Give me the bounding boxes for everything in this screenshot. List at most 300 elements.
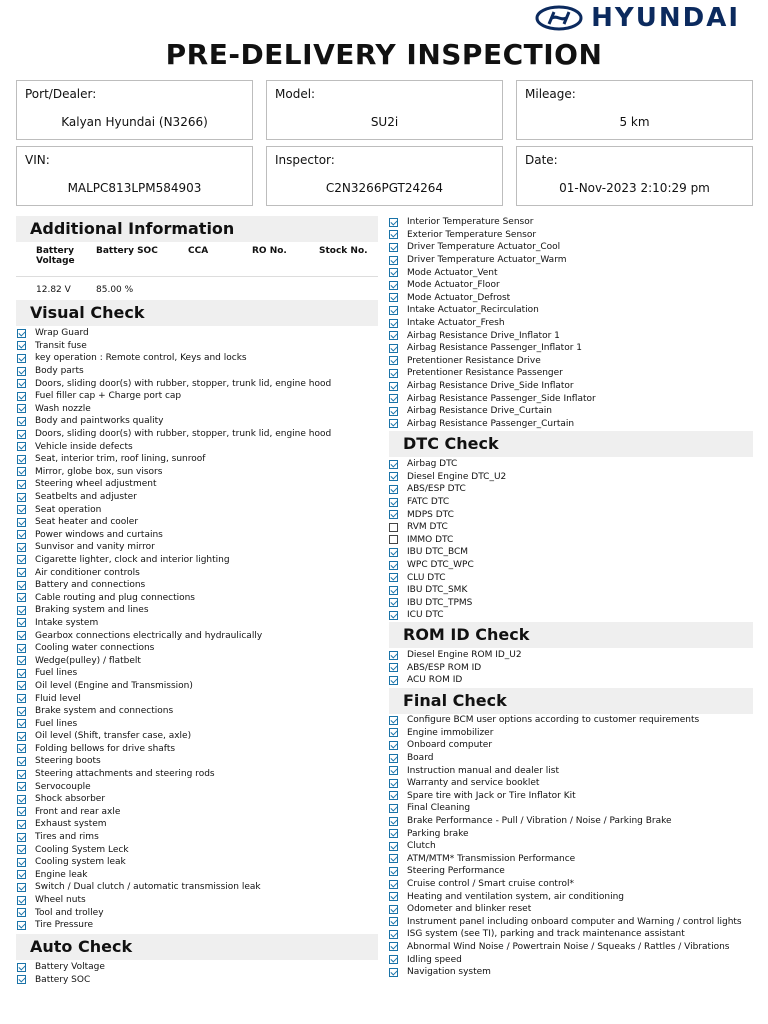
- checklist-item: [389, 380, 596, 393]
- checkbox-checked-icon[interactable]: [389, 331, 398, 340]
- checkbox-checked-icon[interactable]: [389, 344, 398, 353]
- checklist-item-label: Warranty and service booklet: [407, 778, 540, 789]
- checklist-item: [389, 597, 506, 610]
- checklist-item-label: Intake Actuator_Recirculation: [407, 305, 539, 316]
- checkbox-checked-icon[interactable]: [17, 656, 26, 665]
- checklist-item-label: Steering Performance: [407, 866, 505, 877]
- checklist-item-label: Sunvisor and vanity mirror: [35, 542, 155, 553]
- checkbox-checked-icon[interactable]: [389, 407, 398, 416]
- checkbox-checked-icon[interactable]: [389, 676, 398, 685]
- checklist-item-label: Seat heater and cooler: [35, 517, 139, 528]
- checkbox-checked-icon[interactable]: [17, 480, 26, 489]
- checklist-item: [389, 662, 522, 675]
- checklist-item: [389, 483, 506, 496]
- checklist-item: [389, 890, 742, 903]
- checklist-item-label: Driver Temperature Actuator_Warm: [407, 255, 567, 266]
- checklist-item: [389, 317, 596, 330]
- checklist-item-label: Navigation system: [407, 967, 491, 978]
- vin-value: MALPC813LPM584903: [67, 181, 202, 195]
- checklist-item: [17, 793, 331, 806]
- checkbox-checked-icon[interactable]: [17, 530, 26, 539]
- checkbox-checked-icon[interactable]: [389, 842, 398, 851]
- checkbox-checked-icon[interactable]: [17, 442, 26, 451]
- checkbox-checked-icon[interactable]: [17, 921, 26, 930]
- checkbox-checked-icon[interactable]: [17, 618, 26, 627]
- checkbox-checked-icon[interactable]: [389, 586, 398, 595]
- checkbox-checked-icon[interactable]: [17, 555, 26, 564]
- checkbox-checked-icon[interactable]: [17, 417, 26, 426]
- checklist-item-label: Intake Actuator_Fresh: [407, 318, 505, 329]
- checklist-item: [17, 755, 331, 768]
- checklist-item: [389, 953, 742, 966]
- checkbox-checked-icon[interactable]: [17, 975, 26, 984]
- checkbox-checked-icon[interactable]: [17, 795, 26, 804]
- checklist-item: [17, 340, 331, 353]
- model-label: Model:: [275, 87, 316, 101]
- checklist-item: [389, 279, 596, 292]
- model-value: SU2i: [370, 115, 399, 129]
- checkbox-checked-icon[interactable]: [17, 430, 26, 439]
- checklist-item: [389, 229, 596, 242]
- checkbox-checked-icon[interactable]: [389, 243, 398, 252]
- checklist-item-label: Engine leak: [35, 869, 88, 880]
- section-additional-information: Additional Information: [16, 216, 378, 242]
- checklist-item: [389, 254, 596, 267]
- vin-box: [16, 146, 253, 206]
- checklist-item: [389, 840, 742, 853]
- checklist-item: [17, 566, 331, 579]
- checklist-item-label: Clutch: [407, 841, 436, 852]
- additional-info-values: [16, 285, 378, 295]
- checklist-item: [389, 941, 742, 954]
- checklist-item: [17, 768, 331, 781]
- checklist-item: [389, 727, 742, 740]
- checklist-item-label: Wash nozzle: [35, 403, 91, 414]
- checklist-item: [389, 355, 596, 368]
- checklist-item-label: Body and paintworks quality: [35, 416, 164, 427]
- checklist-item-label: Airbag DTC: [407, 459, 458, 470]
- checklist-item-label: key operation : Remote control, Keys and locks: [35, 353, 247, 364]
- checklist-item-label: Exterior Temperature Sensor: [407, 229, 537, 240]
- checklist-item-label: Wrap Guard: [35, 328, 89, 339]
- checklist-item-label: Oil level (Shift, transfer case, axle): [35, 731, 192, 742]
- checklist-item-label: Engine immobilizer: [407, 727, 494, 738]
- checklist-item: [389, 853, 742, 866]
- checkbox-checked-icon[interactable]: [17, 694, 26, 703]
- inspector-box: [266, 146, 503, 206]
- checklist-item-label: Fuel lines: [35, 668, 78, 679]
- checklist-item: [389, 521, 506, 534]
- checkbox-checked-icon[interactable]: [17, 606, 26, 615]
- checkbox-checked-icon[interactable]: [389, 766, 398, 775]
- checkbox-unchecked-icon[interactable]: [389, 523, 398, 532]
- checklist-item: [17, 843, 331, 856]
- checklist-item-label: Spare tire with Jack or Tire Inflator Kit: [407, 790, 576, 801]
- checkbox-checked-icon[interactable]: [17, 807, 26, 816]
- mileage-value: 5 km: [619, 115, 650, 129]
- checkbox-checked-icon[interactable]: [17, 404, 26, 413]
- checkbox-checked-icon[interactable]: [389, 281, 398, 290]
- checklist-item-label: Doors, sliding door(s) with rubber, stopper, trunk lid, engine hood: [35, 378, 332, 389]
- checklist-item: [17, 780, 331, 793]
- checkbox-checked-icon[interactable]: [389, 917, 398, 926]
- checklist-item: [17, 856, 331, 869]
- checklist-item-label: Airbag Resistance Drive_Inflator 1: [407, 330, 560, 341]
- checkbox-checked-icon[interactable]: [17, 644, 26, 653]
- checklist-item: [17, 529, 331, 542]
- checklist-item-label: Mode Actuator_Defrost: [407, 292, 511, 303]
- checkbox-checked-icon[interactable]: [389, 611, 398, 620]
- checklist-item: [17, 629, 331, 642]
- checklist-item: [389, 292, 596, 305]
- checklist-item-label: Tire Pressure: [35, 920, 94, 931]
- checklist-item-label: Mode Actuator_Vent: [407, 267, 498, 278]
- checklist-item: [17, 579, 331, 592]
- checkbox-checked-icon[interactable]: [389, 892, 398, 901]
- checklist-item-label: Mirror, globe box, sun visors: [35, 466, 163, 477]
- checkbox-checked-icon[interactable]: [17, 518, 26, 527]
- checkbox-checked-icon[interactable]: [389, 651, 398, 660]
- checklist-item: [17, 503, 331, 516]
- checkbox-checked-icon[interactable]: [389, 498, 398, 507]
- visual-check-list: [17, 327, 331, 932]
- checkbox-checked-icon[interactable]: [389, 942, 398, 951]
- checklist-item-label: ATM/MTM* Transmission Performance: [407, 853, 576, 864]
- checklist-item: [389, 916, 742, 929]
- checkbox-checked-icon[interactable]: [389, 955, 398, 964]
- checklist-item: [17, 818, 331, 831]
- mileage-box: [516, 80, 753, 140]
- checklist-item-label: Airbag Resistance Drive_Side Inflator: [407, 381, 574, 392]
- checklist-item-label: Servocouple: [35, 781, 91, 792]
- checklist-item-label: Cigarette lighter, clock and interior lighting: [35, 554, 230, 565]
- checklist-item-label: IBU DTC_SMK: [407, 585, 468, 596]
- header-cca: CCA: [188, 246, 209, 256]
- checkbox-checked-icon[interactable]: [17, 744, 26, 753]
- checklist-item: [17, 717, 331, 730]
- section-visual-check: Visual Check: [16, 300, 378, 326]
- checklist-item-label: Final Cleaning: [407, 803, 471, 814]
- checklist-item: [389, 471, 506, 484]
- hyundai-logo: [535, 4, 740, 32]
- checkbox-checked-icon[interactable]: [389, 791, 398, 800]
- page-title: PRE-DELIVERY INSPECTION: [165, 38, 603, 71]
- checklist-item: [389, 584, 506, 597]
- checkbox-checked-icon[interactable]: [389, 548, 398, 557]
- checklist-item: [17, 403, 331, 416]
- checklist-item: [389, 777, 742, 790]
- checklist-item: [17, 617, 331, 630]
- checklist-item: [17, 541, 331, 554]
- checklist-item-label: Instrument panel including onboard computer and Warning / control lights: [407, 916, 742, 927]
- checkbox-checked-icon[interactable]: [389, 460, 398, 469]
- checkbox-checked-icon[interactable]: [389, 663, 398, 672]
- checkbox-checked-icon[interactable]: [17, 329, 26, 338]
- checklist-item-label: MDPS DTC: [407, 509, 454, 520]
- checkbox-checked-icon[interactable]: [17, 354, 26, 363]
- checklist-item: [389, 241, 596, 254]
- checkbox-checked-icon[interactable]: [389, 561, 398, 570]
- checklist-item-label: ABS/ESP DTC: [407, 484, 466, 495]
- checkbox-checked-icon[interactable]: [389, 419, 398, 428]
- checklist-item-label: Seat operation: [35, 504, 102, 515]
- checklist-item: [17, 516, 331, 529]
- checklist-item-label: Diesel Engine DTC_U2: [407, 471, 507, 482]
- final-check-list: [389, 714, 742, 978]
- checklist-item: [389, 216, 596, 229]
- checkbox-checked-icon[interactable]: [389, 510, 398, 519]
- checklist-item: [389, 367, 596, 380]
- section-final-check: Final Check: [389, 688, 753, 714]
- checklist-item: [389, 534, 506, 547]
- checklist-item: [17, 705, 331, 718]
- checkbox-checked-icon[interactable]: [17, 543, 26, 552]
- checklist-item: [17, 390, 331, 403]
- checkbox-checked-icon[interactable]: [17, 581, 26, 590]
- checkbox-checked-icon[interactable]: [389, 716, 398, 725]
- checkbox-checked-icon[interactable]: [17, 858, 26, 867]
- checklist-item-label: Battery SOC: [35, 974, 91, 985]
- checklist-item-label: RVM DTC: [407, 522, 448, 533]
- checkbox-checked-icon[interactable]: [389, 817, 398, 826]
- checkbox-checked-icon[interactable]: [17, 367, 26, 376]
- checkbox-checked-icon[interactable]: [389, 741, 398, 750]
- checkbox-checked-icon[interactable]: [389, 829, 398, 838]
- checkbox-checked-icon[interactable]: [389, 880, 398, 889]
- checklist-item: [389, 266, 596, 279]
- checklist-item: [389, 304, 596, 317]
- value-cca: [188, 285, 252, 295]
- checklist-item-label: Tires and rims: [35, 832, 99, 843]
- checklist-item: [17, 894, 331, 907]
- checkbox-checked-icon[interactable]: [389, 472, 398, 481]
- checkbox-checked-icon[interactable]: [389, 728, 398, 737]
- checklist-item-label: Mode Actuator_Floor: [407, 280, 500, 291]
- checkbox-checked-icon[interactable]: [389, 573, 398, 582]
- checkbox-checked-icon[interactable]: [17, 455, 26, 464]
- checklist-item-label: Brake system and connections: [35, 706, 174, 717]
- checklist-item: [389, 903, 742, 916]
- checkbox-checked-icon[interactable]: [389, 268, 398, 277]
- checkbox-checked-icon[interactable]: [389, 356, 398, 365]
- checkbox-checked-icon[interactable]: [17, 896, 26, 905]
- checklist-item-label: Odometer and blinker reset: [407, 904, 532, 915]
- checklist-item: [389, 405, 596, 418]
- checkbox-checked-icon[interactable]: [17, 493, 26, 502]
- checkbox-checked-icon[interactable]: [389, 382, 398, 391]
- checklist-item-label: Steering wheel adjustment: [35, 479, 157, 490]
- checklist-item: [17, 440, 331, 453]
- checklist-item: [389, 802, 742, 815]
- checkbox-checked-icon[interactable]: [17, 505, 26, 514]
- checklist-item-label: Airbag Resistance Passenger_Inflator 1: [407, 343, 582, 354]
- checklist-item-label: Seat, interior trim, roof lining, sunroof: [35, 454, 206, 465]
- checklist-item-label: Tool and trolley: [35, 907, 104, 918]
- checklist-item: [17, 881, 331, 894]
- checklist-item: [17, 692, 331, 705]
- checkbox-checked-icon[interactable]: [17, 681, 26, 690]
- checklist-item: [17, 806, 331, 819]
- checklist-item: [389, 827, 742, 840]
- checklist-item: [17, 327, 331, 340]
- checkbox-checked-icon[interactable]: [17, 732, 26, 741]
- checklist-item-label: Air conditioner controls: [35, 567, 140, 578]
- checkbox-checked-icon[interactable]: [389, 230, 398, 239]
- checklist-item-label: Cable routing and plug connections: [35, 592, 195, 603]
- checklist-item: [17, 604, 331, 617]
- checkbox-checked-icon[interactable]: [17, 757, 26, 766]
- checklist-item-label: Battery Voltage: [35, 962, 105, 973]
- checkbox-checked-icon[interactable]: [389, 485, 398, 494]
- checkbox-checked-icon[interactable]: [17, 392, 26, 401]
- checkbox-checked-icon[interactable]: [389, 293, 398, 302]
- checkbox-checked-icon[interactable]: [17, 770, 26, 779]
- checkbox-checked-icon[interactable]: [389, 754, 398, 763]
- checklist-item: [17, 365, 331, 378]
- checklist-item-label: Body parts: [35, 366, 84, 377]
- hyundai-emblem-icon: [535, 5, 583, 31]
- checklist-item-label: Fuel filler cap + Charge port cap: [35, 391, 182, 402]
- checklist-item: [389, 418, 596, 431]
- checkbox-checked-icon[interactable]: [17, 963, 26, 972]
- checklist-item: [389, 764, 742, 777]
- checklist-item-label: Wheel nuts: [35, 895, 86, 906]
- checkbox-checked-icon[interactable]: [389, 306, 398, 315]
- checklist-item: [17, 743, 331, 756]
- checkbox-checked-icon[interactable]: [17, 379, 26, 388]
- checklist-item-label: Switch / Dual clutch / automatic transmission leak: [35, 882, 261, 893]
- checkbox-checked-icon[interactable]: [17, 467, 26, 476]
- checklist-item: [389, 546, 506, 559]
- checklist-item-label: Intake system: [35, 617, 99, 628]
- checkbox-checked-icon[interactable]: [389, 854, 398, 863]
- checklist-item: [17, 554, 331, 567]
- checklist-item: [17, 491, 331, 504]
- checkbox-checked-icon[interactable]: [389, 930, 398, 939]
- checkbox-checked-icon[interactable]: [17, 845, 26, 854]
- checkbox-checked-icon[interactable]: [17, 593, 26, 602]
- checkbox-checked-icon[interactable]: [389, 867, 398, 876]
- value-ro-no: [252, 285, 319, 295]
- checklist-item-label: Steering attachments and steering rods: [35, 769, 215, 780]
- checkbox-checked-icon[interactable]: [17, 833, 26, 842]
- checkbox-checked-icon[interactable]: [17, 341, 26, 350]
- checkbox-checked-icon[interactable]: [389, 905, 398, 914]
- checklist-item-label: IBU DTC_BCM: [407, 547, 469, 558]
- date-value: 01-Nov-2023 2:10:29 pm: [559, 181, 710, 195]
- checkbox-checked-icon[interactable]: [17, 908, 26, 917]
- checklist-item-label: Braking system and lines: [35, 605, 149, 616]
- checkbox-checked-icon[interactable]: [389, 968, 398, 977]
- checkbox-checked-icon[interactable]: [17, 782, 26, 791]
- checkbox-checked-icon[interactable]: [17, 870, 26, 879]
- checklist-item: [17, 667, 331, 680]
- checklist-item: [389, 878, 742, 891]
- checklist-item: [17, 453, 331, 466]
- checkbox-checked-icon[interactable]: [389, 319, 398, 328]
- header-battery-voltage: Battery Voltage: [36, 246, 75, 266]
- checklist-item: [389, 342, 596, 355]
- checklist-item: [17, 831, 331, 844]
- checklist-item: [17, 466, 331, 479]
- checklist-item: [17, 352, 331, 365]
- checklist-item-label: Driver Temperature Actuator_Cool: [407, 242, 561, 253]
- checkbox-checked-icon[interactable]: [389, 369, 398, 378]
- checklist-item-label: Abnormal Wind Noise / Powertrain Noise / Squeaks / Rattles / Vibrations: [407, 941, 730, 952]
- checklist-item: [17, 730, 331, 743]
- checklist-item-label: Idling speed: [407, 954, 462, 965]
- checklist-item: [389, 329, 596, 342]
- checkbox-unchecked-icon[interactable]: [389, 535, 398, 544]
- checklist-item: [389, 815, 742, 828]
- checklist-item-label: Battery and connections: [35, 580, 146, 591]
- checkbox-checked-icon[interactable]: [17, 719, 26, 728]
- mileage-label: Mileage:: [525, 87, 576, 101]
- checklist-item: [17, 591, 331, 604]
- rom-id-check-list: [389, 649, 522, 687]
- checkbox-checked-icon[interactable]: [389, 804, 398, 813]
- checklist-item-label: ACU ROM ID: [407, 675, 463, 686]
- dtc-check-list: [389, 458, 506, 622]
- checklist-item-label: Oil level (Engine and Transmission): [35, 680, 193, 691]
- checklist-item: [389, 458, 506, 471]
- checklist-item: [389, 739, 742, 752]
- checkbox-checked-icon[interactable]: [17, 707, 26, 716]
- checklist-item-label: Doors, sliding door(s) with rubber, stopper, trunk lid, engine hood: [35, 429, 332, 440]
- checklist-item-label: Configure BCM user options according to customer requirements: [407, 715, 700, 726]
- checklist-item-label: CLU DTC: [407, 572, 446, 583]
- port-dealer-value: Kalyan Hyundai (N3266): [61, 115, 208, 129]
- brand-wordmark: HYUNDAI: [591, 3, 740, 33]
- checklist-item-label: Interior Temperature Sensor: [407, 217, 534, 228]
- checklist-item-label: Pretentioner Resistance Passenger: [407, 368, 563, 379]
- auto-check-list: [17, 961, 105, 986]
- checkbox-checked-icon[interactable]: [389, 598, 398, 607]
- checklist-item: [17, 428, 331, 441]
- checkbox-checked-icon[interactable]: [17, 820, 26, 829]
- checklist-item-label: Airbag Resistance Passenger_Side Inflator: [407, 393, 596, 404]
- checkbox-checked-icon[interactable]: [389, 394, 398, 403]
- checklist-item-label: Gearbox connections electrically and hydraulically: [35, 630, 263, 641]
- checklist-item: [17, 961, 105, 974]
- checklist-item: [389, 790, 742, 803]
- auto-check-continued-list: [389, 216, 596, 430]
- additional-info-table: [16, 246, 378, 295]
- checklist-item: [17, 919, 331, 932]
- checkbox-checked-icon[interactable]: [17, 669, 26, 678]
- checklist-item-label: Vehicle inside defects: [35, 441, 133, 452]
- checklist-item: [389, 508, 506, 521]
- checklist-item-label: IBU DTC_TPMS: [407, 597, 473, 608]
- checkbox-checked-icon[interactable]: [389, 256, 398, 265]
- checklist-item-label: IMMO DTC: [407, 534, 454, 545]
- checklist-item-label: Heating and ventilation system, air conditioning: [407, 891, 624, 902]
- checkbox-checked-icon[interactable]: [389, 779, 398, 788]
- checklist-item: [17, 654, 331, 667]
- checkbox-checked-icon[interactable]: [17, 631, 26, 640]
- value-battery-voltage: 12.82 V: [36, 285, 71, 295]
- checkbox-checked-icon[interactable]: [17, 883, 26, 892]
- checkbox-checked-icon[interactable]: [17, 568, 26, 577]
- checklist-item-label: Seatbelts and adjuster: [35, 492, 137, 503]
- checklist-item: [17, 377, 331, 390]
- port-dealer-box: [16, 80, 253, 140]
- checklist-item: [389, 609, 506, 622]
- checklist-item: [389, 559, 506, 572]
- port-dealer-label: Port/Dealer:: [25, 87, 97, 101]
- date-box: [516, 146, 753, 206]
- checkbox-checked-icon[interactable]: [389, 218, 398, 227]
